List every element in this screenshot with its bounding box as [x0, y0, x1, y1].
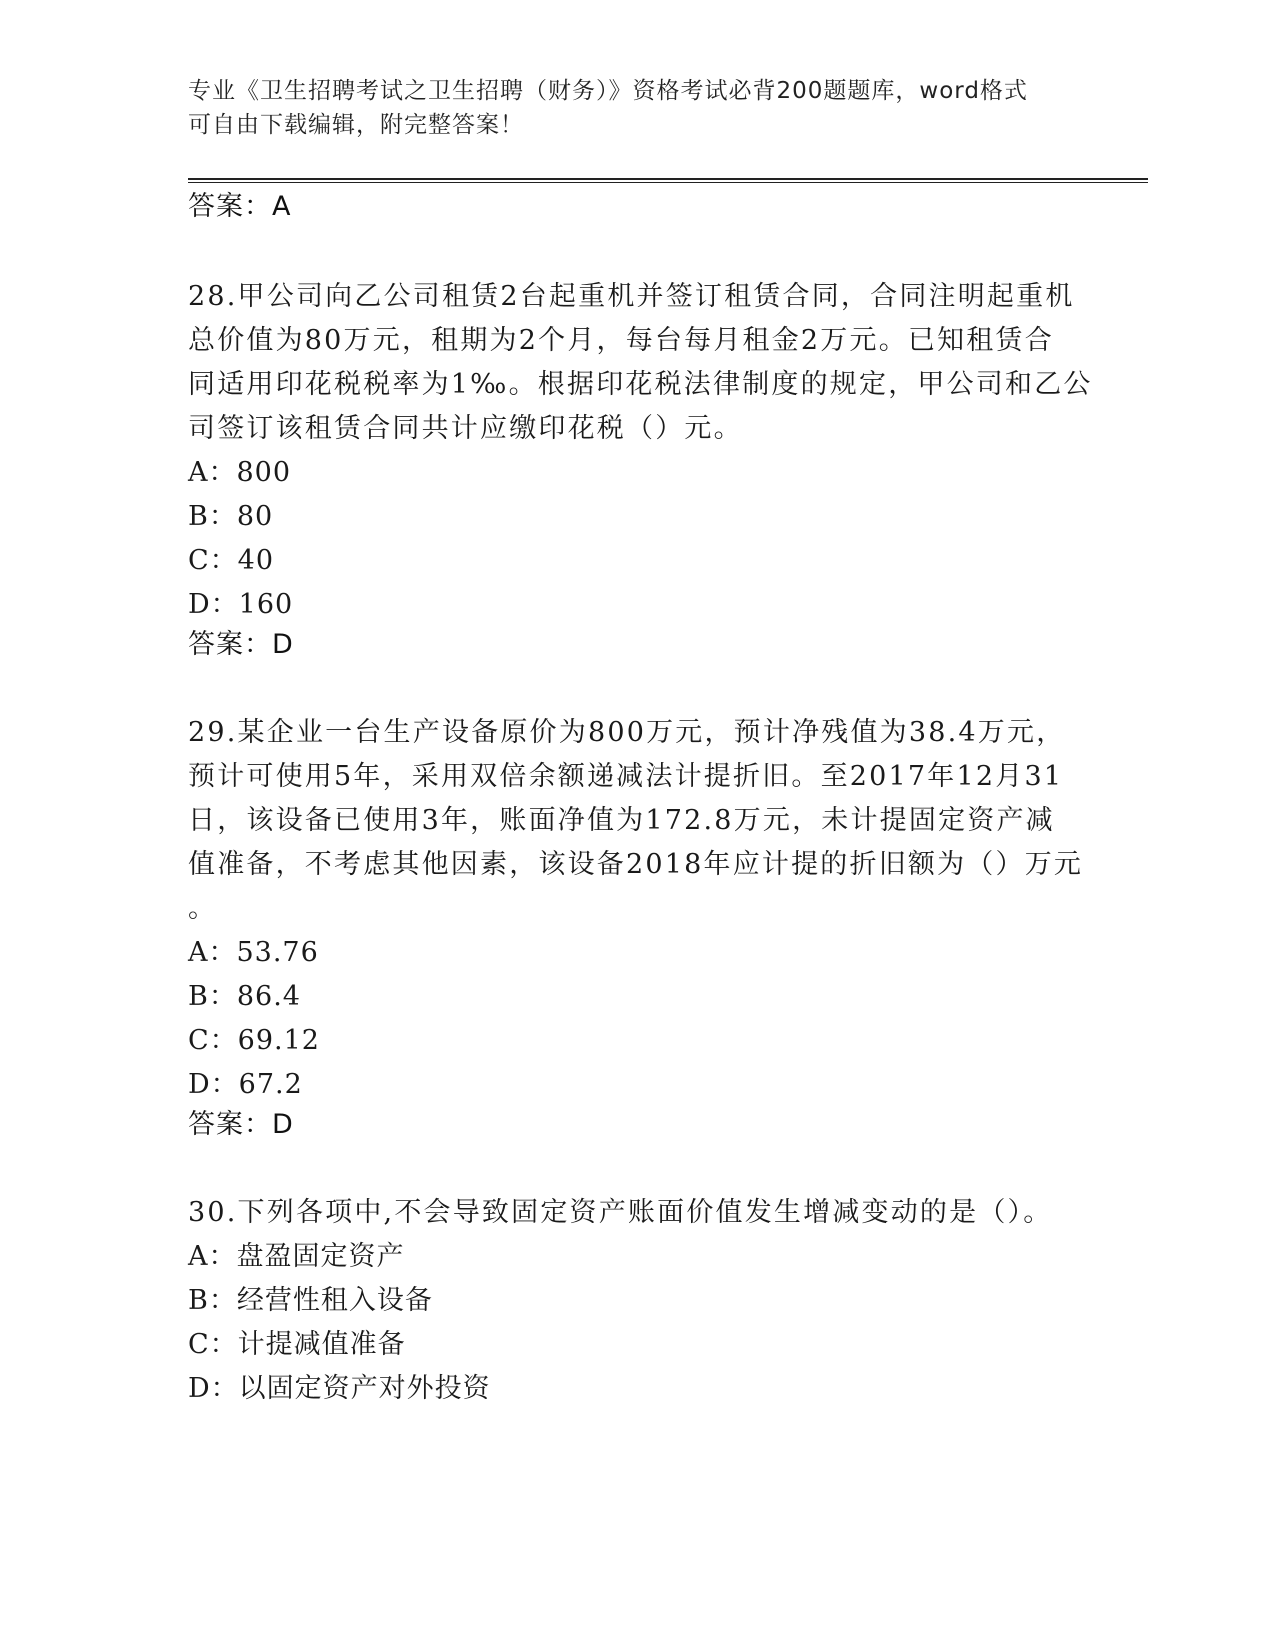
question-30-option-b: B：经营性租入设备 [188, 1285, 433, 1316]
question-29-option-a: A：53.76 [188, 937, 319, 968]
question-30-stem-line-1: 30.下列各项中,不会导致固定资产账面价值发生增减变动的是（）。 [188, 1197, 1053, 1228]
question-30-option-c: C：计提减值准备 [188, 1329, 406, 1360]
question-28-stem-line-1: 28.甲公司向乙公司租赁2台起重机并签订租赁合同，合同注明起重机 [188, 281, 1075, 312]
document-header [188, 74, 1088, 142]
question-29-stem-line-2: 预计可使用5年，采用双倍余额递减法计提折旧。至2017年12月31 [188, 761, 1064, 792]
question-28-stem-line-2: 总价值为80万元，租期为2个月，每台每月租金2万元。已知租赁合 [188, 325, 1054, 356]
answer-q29: 答案：D [188, 1109, 294, 1140]
question-30-option-a: A：盘盈固定资产 [188, 1241, 405, 1272]
question-29-option-b: B：86.4 [188, 981, 301, 1012]
question-29-option-c: C：69.12 [188, 1025, 320, 1056]
question-29-stem-line-3: 日，该设备已使用3年，账面净值为172.8万元，未计提固定资产减 [188, 805, 1055, 836]
question-29-stem-line-5: 。 [188, 893, 218, 924]
question-28-option-b: B：80 [188, 501, 274, 532]
question-28-stem-line-4: 司签订该租赁合同共计应缴印花税（）元。 [188, 413, 743, 444]
question-28-option-a: A：800 [188, 457, 292, 488]
question-29-stem-line-4: 值准备，不考虑其他因素，该设备2018年应计提的折旧额为（）万元 [188, 849, 1084, 880]
header-divider [188, 178, 1148, 183]
question-29-option-d: D：67.2 [188, 1069, 303, 1100]
question-30-option-d: D：以固定资产对外投资 [188, 1373, 491, 1404]
question-28-option-c: C：40 [188, 545, 275, 576]
answer-q28: 答案：D [188, 629, 294, 660]
header-line-2: 可自由下载编辑，附完整答案！ [188, 112, 524, 138]
question-28-stem-line-3: 同适用印花税税率为1‰。根据印花税法律制度的规定，甲公司和乙公 [188, 369, 1093, 400]
header-line-1: 专业《卫生招聘考试之卫生招聘（财务）》资格考试必背200题题库，word格式 [188, 78, 1028, 104]
question-28-option-d: D：160 [188, 589, 294, 620]
answer-q27: 答案：A [188, 191, 292, 222]
question-29-stem-line-1: 29.某企业一台生产设备原价为800万元，预计净残值为38.4万元， [188, 717, 1066, 748]
